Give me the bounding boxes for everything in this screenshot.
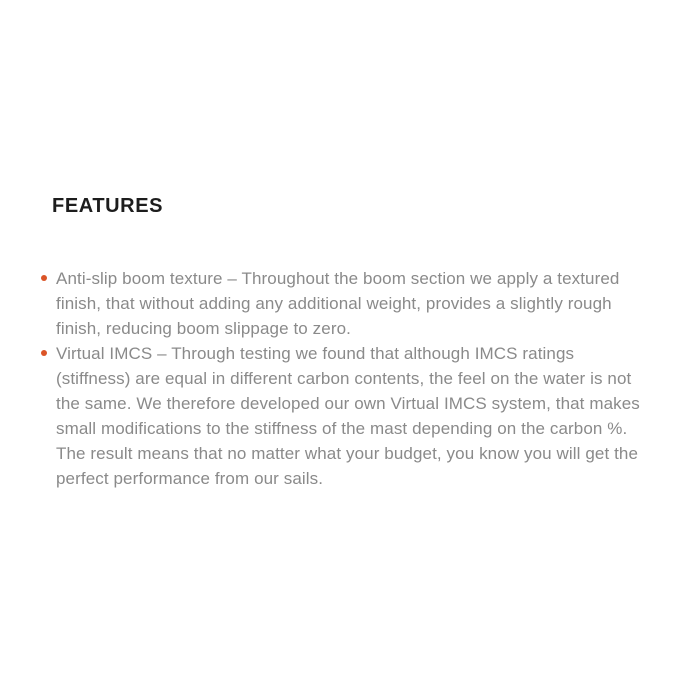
features-list: [41, 266, 641, 491]
bullet-dot-icon: [41, 350, 47, 356]
bullet-dot-icon: [41, 275, 47, 281]
list-item: [41, 341, 641, 491]
features-heading: FEATURES: [52, 195, 164, 217]
list-item: [41, 266, 641, 341]
feature-text-virtual-imcs: Virtual IMCS – Through testing we found that although IMCS ratings (stiffness) are equal in different carbon contents, the feel on the water is not the same. We therefore developed our own Virtual IMCS system, that makes small modifications to the stiffness of the mast depending on the carbon %. The result means that no matter what your budget, you know you will get the perfect performance from our sails.: [56, 344, 640, 488]
feature-text-anti-slip: Anti-slip boom texture – Throughout the boom section we apply a textured finish, that without adding any additional weight, provides a slightly rough finish, reducing boom slippage to zero.: [56, 269, 620, 338]
